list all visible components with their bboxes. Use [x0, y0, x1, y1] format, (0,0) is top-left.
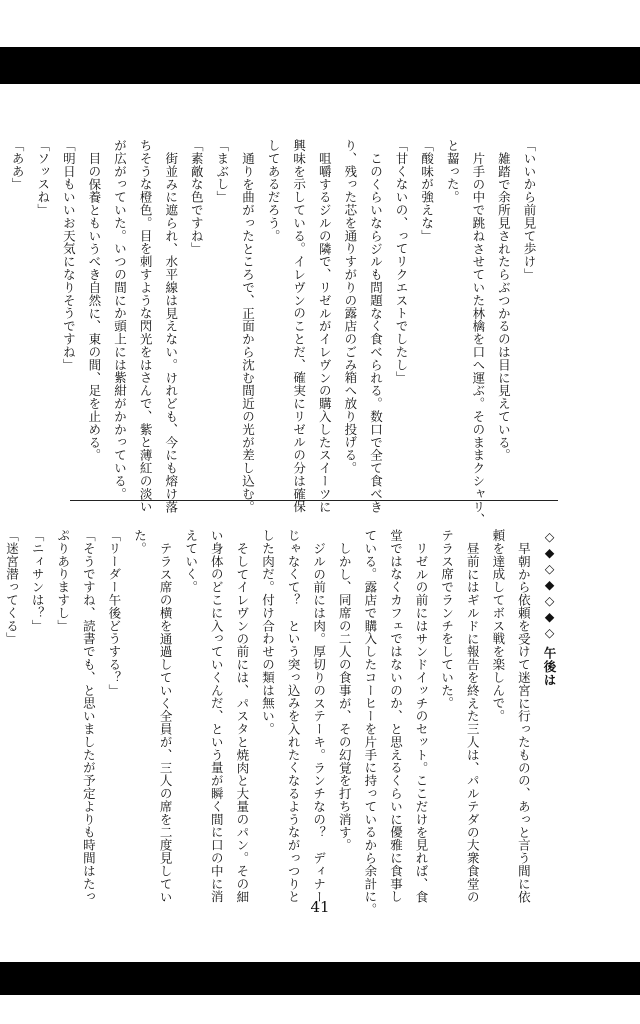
text-line: しかし、同席の二人の食事が、その幻覚を打ち消す。 [337, 541, 353, 852]
text-line: 興味を示している。イレヴンのことだ、確実にリゼルの分は確保 [291, 139, 307, 514]
text-line: 雑踏で余所見されたらぶつかるのは目に見えている。 [496, 151, 512, 462]
text-line: じゃなくて？ という突っ込みを入れたくなるようながっつりと [286, 529, 302, 904]
book-page [0, 84, 640, 962]
text-line: 「いいから前見て歩け」 [522, 139, 537, 281]
text-line: 片手の中で跳ねさせていた林檎を口へ運ぶ。そのままクシャリ、 [470, 151, 486, 526]
text-line: 昼前にはギルドに報告を終えた三人は、パルテダの大衆食堂の [465, 541, 481, 903]
top-black-bar [0, 47, 640, 84]
text-line: 早朝から依頼を受けて迷宮に行ったものの、あっと言う間に依 [516, 541, 532, 903]
text-line: ぷりありますし」 [55, 529, 71, 633]
text-line: 頼を達成してボス戦を楽しんで。 [490, 529, 506, 723]
text-line: このくらいならジルも問題なく食べられる。数口で全て食べき [368, 151, 384, 513]
text-line: た。 [132, 529, 148, 555]
text-line: 咀嚼するジルの隣で、リゼルがイレヴンの購入したスイーツに [317, 151, 333, 513]
text-line: ジルの前には肉。厚切りのステーキ。ランチなの？ ディナー [311, 541, 327, 903]
text-line: と齧った。 [445, 139, 461, 204]
text-line [0, 139, 5, 469]
text-line: ちそうな橙色。目を刺すような閃光をはさんで、紫と薄紅の淡い [138, 139, 154, 514]
text-line: 「明日もいいお天気になりそうですね」 [61, 139, 77, 372]
text-line: 目の保養ともいうべき自然に、東の間、足を止める。 [86, 151, 102, 462]
text-line: 「ああ」 [10, 139, 26, 191]
text-line: リゼルの前にはサンドイッチのセット。ここだけを見れば、食 [414, 541, 430, 903]
text-line: テラス席の横を通過していく全員が、三人の席を二度見してい [158, 541, 174, 903]
page-number: 41 [310, 898, 330, 916]
text-line: した肉だ。付け合わせの類は無い。 [260, 529, 276, 736]
text-line: 「リーダー午後どうする？」 [106, 529, 122, 697]
text-line: 「酸味が強えな」 [419, 139, 435, 243]
text-line: 「迷宮潜ってくる」 [4, 529, 20, 646]
text-line: い身体のどこに入っていくんだ、という量が瞬く間に口の中に消 [209, 529, 225, 904]
upper-text-block [0, 139, 542, 526]
text-line: してあるだろう。 [266, 139, 282, 243]
text-line: 「ソッスね」 [35, 139, 51, 217]
text-line: そしてイレヴンの前には、パスタと焼肉と大量のパン。その細 [234, 541, 250, 903]
text-line: り、残った芯を通りすがりの露店のごみ箱へ放り投げる。 [342, 139, 358, 475]
text-line: 街並みに遮られ、水平線は見えない。けれども、今にも熔け落 [163, 151, 179, 513]
text-line: 「素敵な色ですね」 [189, 139, 205, 256]
text-line: テラス席でランチをしていた。 [439, 529, 455, 710]
text-line: 「そうですね、読書でも、と思いましたが予定よりも時間はたっ [81, 529, 97, 904]
section-divider [70, 500, 558, 501]
text-line: が広がっていた。いつの間にか頭上には紫紺がかかっている。 [112, 139, 128, 501]
text-line: 「甘くないの、ってリクエストでしたし」 [394, 139, 410, 385]
text-line: 「ニィサンは？」 [30, 529, 46, 633]
text-line: えていく。 [183, 529, 199, 594]
text-line: ている。露店で購入したコーヒーを片手に持っているから余計に。 [362, 529, 378, 916]
text-line: 堂ではなくカフェではないのか、と思えるくらいに優雅に食事し [388, 529, 404, 904]
text-line: 「まぶし」 [214, 139, 230, 204]
text-line: 通りを曲がったところで、正面から沈む間近の光が差し込む。 [240, 151, 256, 513]
section-heading: ◇◆◇◆◇◆◇ 午後は [542, 529, 557, 687]
bottom-black-bar [0, 962, 640, 995]
